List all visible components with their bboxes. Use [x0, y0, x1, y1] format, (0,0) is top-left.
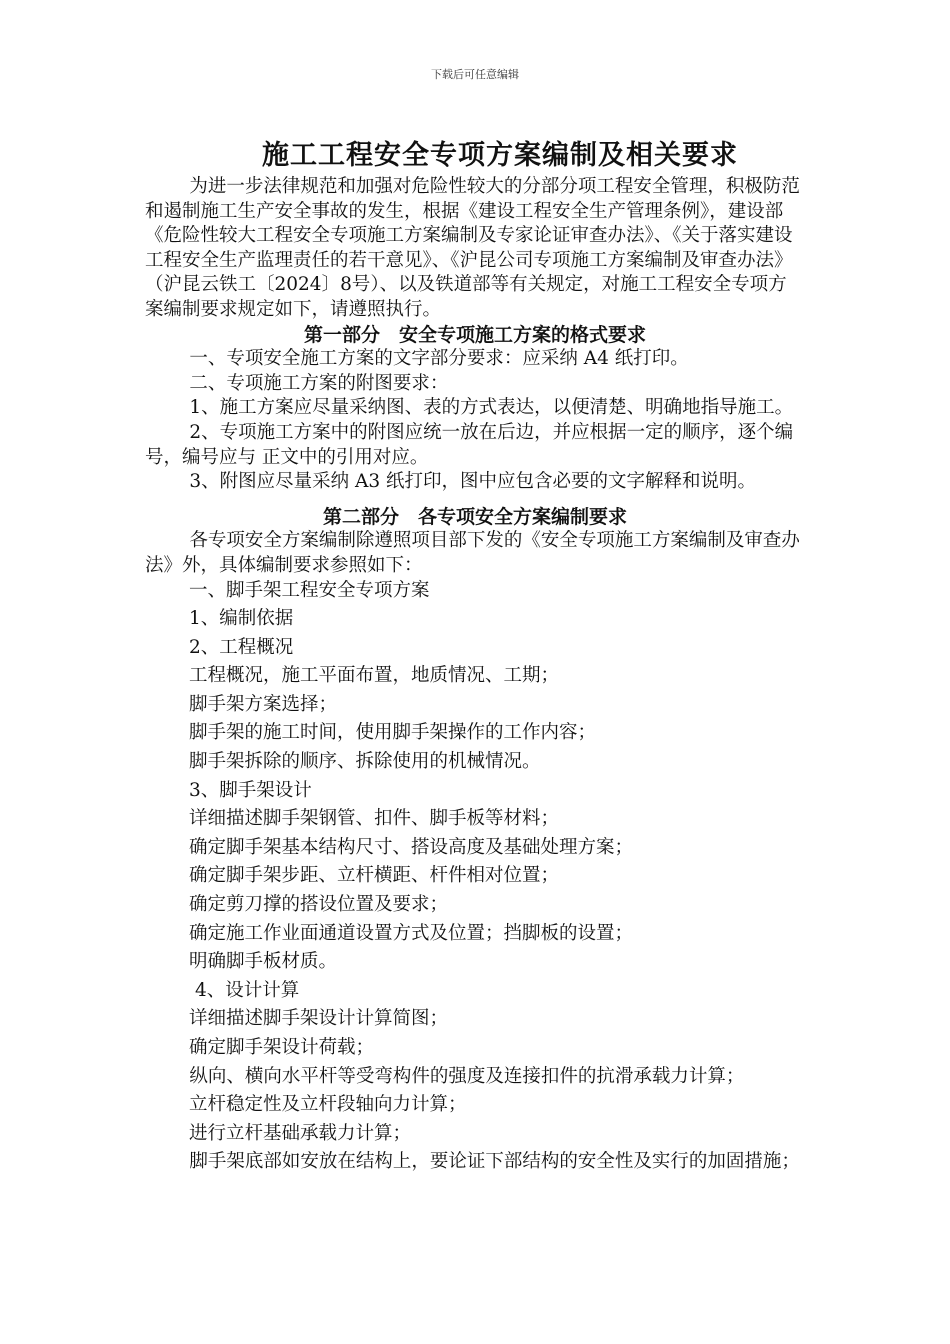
- design-heading: 3、脚手架设计: [189, 779, 312, 801]
- part1-sub1: 1、施工方案应尽量采纳图、表的方式表达，以便清楚、明确地指导施工。: [189, 397, 794, 419]
- overview-heading: 2、工程概况: [189, 636, 294, 658]
- calc-line: 进行立杆基础承载力计算；: [189, 1122, 412, 1144]
- design-line: 确定剪刀撑的搭设位置及要求；: [189, 894, 449, 916]
- design-line: 确定脚手架步距、立杆横距、杆件相对位置；: [189, 865, 560, 887]
- overview-line: 脚手架拆除的顺序、拆除使用的机械情况。: [189, 751, 541, 773]
- document-body: [145, 175, 805, 1175]
- part1-sub3: 3、附图应尽量采纳 A3 纸打印，图中应包含必要的文字解释和说明。: [189, 471, 757, 493]
- calc-wrap-line: 脚手架底部如安放在结构上，要论证下部结构的安全性及实行的加固措施；: [189, 1151, 800, 1173]
- section1-heading: 一、脚手架工程安全专项方案: [189, 579, 430, 601]
- basis-heading: 1、编制依据: [189, 608, 294, 630]
- design-line: 确定脚手架基本结构尺寸、搭设高度及基础处理方案；: [189, 836, 634, 858]
- overview-line: 脚手架方案选择；: [189, 693, 338, 715]
- calc-wrap-line: 纵向、横向水平杆等受弯构件的强度及连接扣件的抗滑承载力计算；: [189, 1065, 745, 1087]
- calc-line: 详细描述脚手架设计计算简图；: [189, 1008, 449, 1030]
- header-note: 下载后可任意编辑: [431, 68, 519, 81]
- design-line: 明确脚手板材质。: [189, 951, 338, 973]
- calc-heading: 4、设计计算: [195, 979, 300, 1001]
- part1-item2: 二、专项施工方案的附图要求：: [189, 372, 449, 394]
- calc-line: 立杆稳定性及立杆段轴向力计算；: [189, 1094, 467, 1116]
- overview-line: 脚手架的施工时间，使用脚手架操作的工作内容；: [189, 722, 597, 744]
- part2-intro: 各专项安全方案编制除遵照项目部下发的《安全专项施工方案编制及审查办法》外，具体编制要求参照如下：: [145, 530, 800, 576]
- part1-sub2: 2、专项施工方案中的附图应统一放在后边，并应根据一定的顺序，逐个编号，编号应与 正文中的引用对应。: [145, 421, 794, 468]
- calc-line: 确定脚手架设计荷载；: [189, 1037, 375, 1058]
- part1-item1: 一、专项安全施工方案的文字部分要求：应采纳 A4 纸打印。: [189, 348, 689, 370]
- document-title: 施工工程安全专项方案编制及相关要求: [262, 140, 738, 171]
- intro-paragraph: 为进一步法律规范和加强对危险性较大的分部分项工程安全管理，积极防范和遏制施工生产安全事故的发生，根据《建设工程安全生产管理条例》，建设部《危险性较大工程安全专项施工方案编制及专家论证审查办法》、《关于落实建设工程安全生产监理责任的若干意见》、《沪昆公司专项施工方案编制及审查办法》（沪昆云铁工〔2024〕8号）、以及铁道部等有关规定，对施工工程安全专项方案编制要求规定如下，请遵照执行。: [145, 176, 800, 320]
- overview-line: 工程概况，施工平面布置，地质情况、工期；: [189, 665, 560, 687]
- design-line: 确定施工作业面通道设置方式及位置；挡脚板的设置；: [189, 922, 634, 944]
- part2-heading: 第二部分 各专项安全方案编制要求: [322, 505, 627, 528]
- design-line: 详细描述脚手架钢管、扣件、脚手板等材料；: [189, 808, 560, 830]
- part1-heading: 第一部分 安全专项施工方案的格式要求: [303, 323, 646, 346]
